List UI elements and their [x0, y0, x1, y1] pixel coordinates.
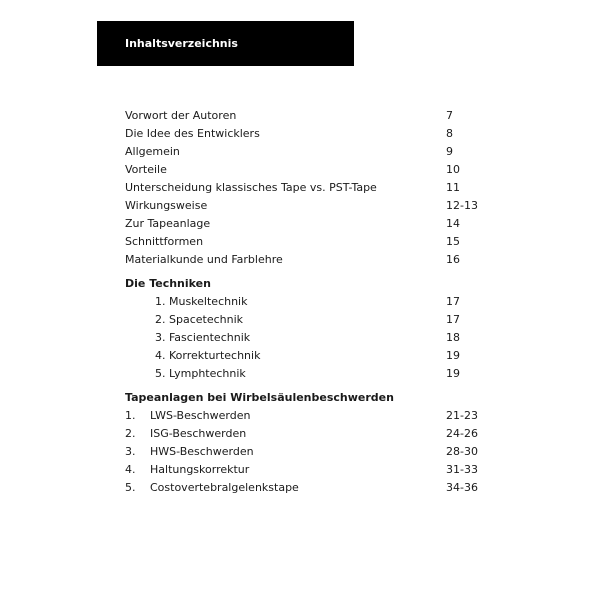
- toc-entry-page: 10: [446, 163, 460, 176]
- toc-entry-page: 19: [446, 349, 460, 362]
- title-bar: [97, 21, 354, 66]
- toc-entry-number: 5.: [125, 481, 136, 494]
- toc-entry-label: 5. Lymphtechnik: [155, 367, 246, 380]
- toc-entry-number: 2.: [125, 427, 136, 440]
- toc-entry-label: Unterscheidung klassisches Tape vs. PST-Tape: [125, 181, 377, 194]
- toc-entry-label: Haltungskorrektur: [150, 463, 250, 476]
- toc-entry-page: 18: [446, 331, 460, 344]
- toc-entry-label: LWS-Beschwerden: [150, 409, 251, 422]
- toc-entry-page: 12-13: [446, 199, 478, 212]
- toc-entry: [125, 330, 475, 346]
- toc-entry-page: 34-36: [446, 481, 478, 494]
- toc-entry: [125, 408, 478, 424]
- toc-entry-label: 2. Spacetechnik: [155, 313, 244, 326]
- toc-entry: [125, 312, 475, 328]
- toc-entry-page: 8: [446, 127, 453, 140]
- toc-entry-label: Schnittformen: [125, 235, 204, 248]
- toc-entry-label: 4. Korrekturtechnik: [155, 349, 261, 362]
- toc-entry: [125, 234, 475, 250]
- toc-entry-page: 24-26: [446, 427, 478, 440]
- toc-entry-number: 1.: [125, 409, 136, 422]
- toc-entry-label: HWS-Beschwerden: [150, 445, 254, 458]
- toc-entry-label: Wirkungsweise: [125, 199, 208, 212]
- toc-entry: [125, 462, 478, 478]
- toc-entry-page: 17: [446, 295, 460, 308]
- toc-entry-page: 7: [446, 109, 453, 122]
- toc-entry: [125, 480, 478, 496]
- toc-entry: [125, 294, 475, 310]
- toc-entry: [125, 426, 478, 442]
- toc-entry-page: 16: [446, 253, 460, 266]
- toc-entry-page: 15: [446, 235, 460, 248]
- toc-entry-page: 11: [446, 181, 460, 194]
- toc-entry: [125, 444, 478, 460]
- toc-entry: [125, 108, 475, 124]
- toc-entry: [125, 126, 475, 142]
- toc-entry: [125, 348, 475, 364]
- toc-entry-page: 17: [446, 313, 460, 326]
- toc-entry: [125, 252, 475, 268]
- toc-entry-label: Materialkunde und Farblehre: [125, 253, 283, 266]
- section-heading-wirbelsaeule: Tapeanlagen bei Wirbelsäulenbeschwerden: [125, 391, 394, 404]
- toc-entry-label: 3. Fascientechnik: [155, 331, 251, 344]
- toc-entry-number: 4.: [125, 463, 136, 476]
- toc-entry: [125, 162, 475, 178]
- toc-entry-label: ISG-Beschwerden: [150, 427, 247, 440]
- toc-entry-label: Zur Tapeanlage: [125, 217, 211, 230]
- toc-entry-label: Vorteile: [125, 163, 167, 176]
- toc-entry: [125, 198, 478, 214]
- page-title: Inhaltsverzeichnis: [125, 37, 238, 50]
- toc-entry-page: 31-33: [446, 463, 478, 476]
- toc-entry-number: 3.: [125, 445, 136, 458]
- toc-entry: [125, 366, 475, 382]
- toc-entry-label: Costovertebralgelenkstape: [150, 481, 299, 494]
- section-heading-techniken: Die Techniken: [125, 277, 211, 290]
- toc-entry-page: 28-30: [446, 445, 478, 458]
- toc-entry-page: 21-23: [446, 409, 478, 422]
- toc-entry-label: Allgemein: [125, 145, 180, 158]
- toc-entry-page: 14: [446, 217, 460, 230]
- toc-entry: [125, 144, 475, 160]
- toc-entry: [125, 216, 475, 232]
- toc-entry-page: 9: [446, 145, 453, 158]
- toc-entry-label: Die Idee des Entwicklers: [125, 127, 260, 140]
- toc-entry-page: 19: [446, 367, 460, 380]
- toc-entry-label: 1. Muskeltechnik: [155, 295, 248, 308]
- toc-entry-label: Vorwort der Autoren: [125, 109, 237, 122]
- toc-entry: [125, 180, 475, 196]
